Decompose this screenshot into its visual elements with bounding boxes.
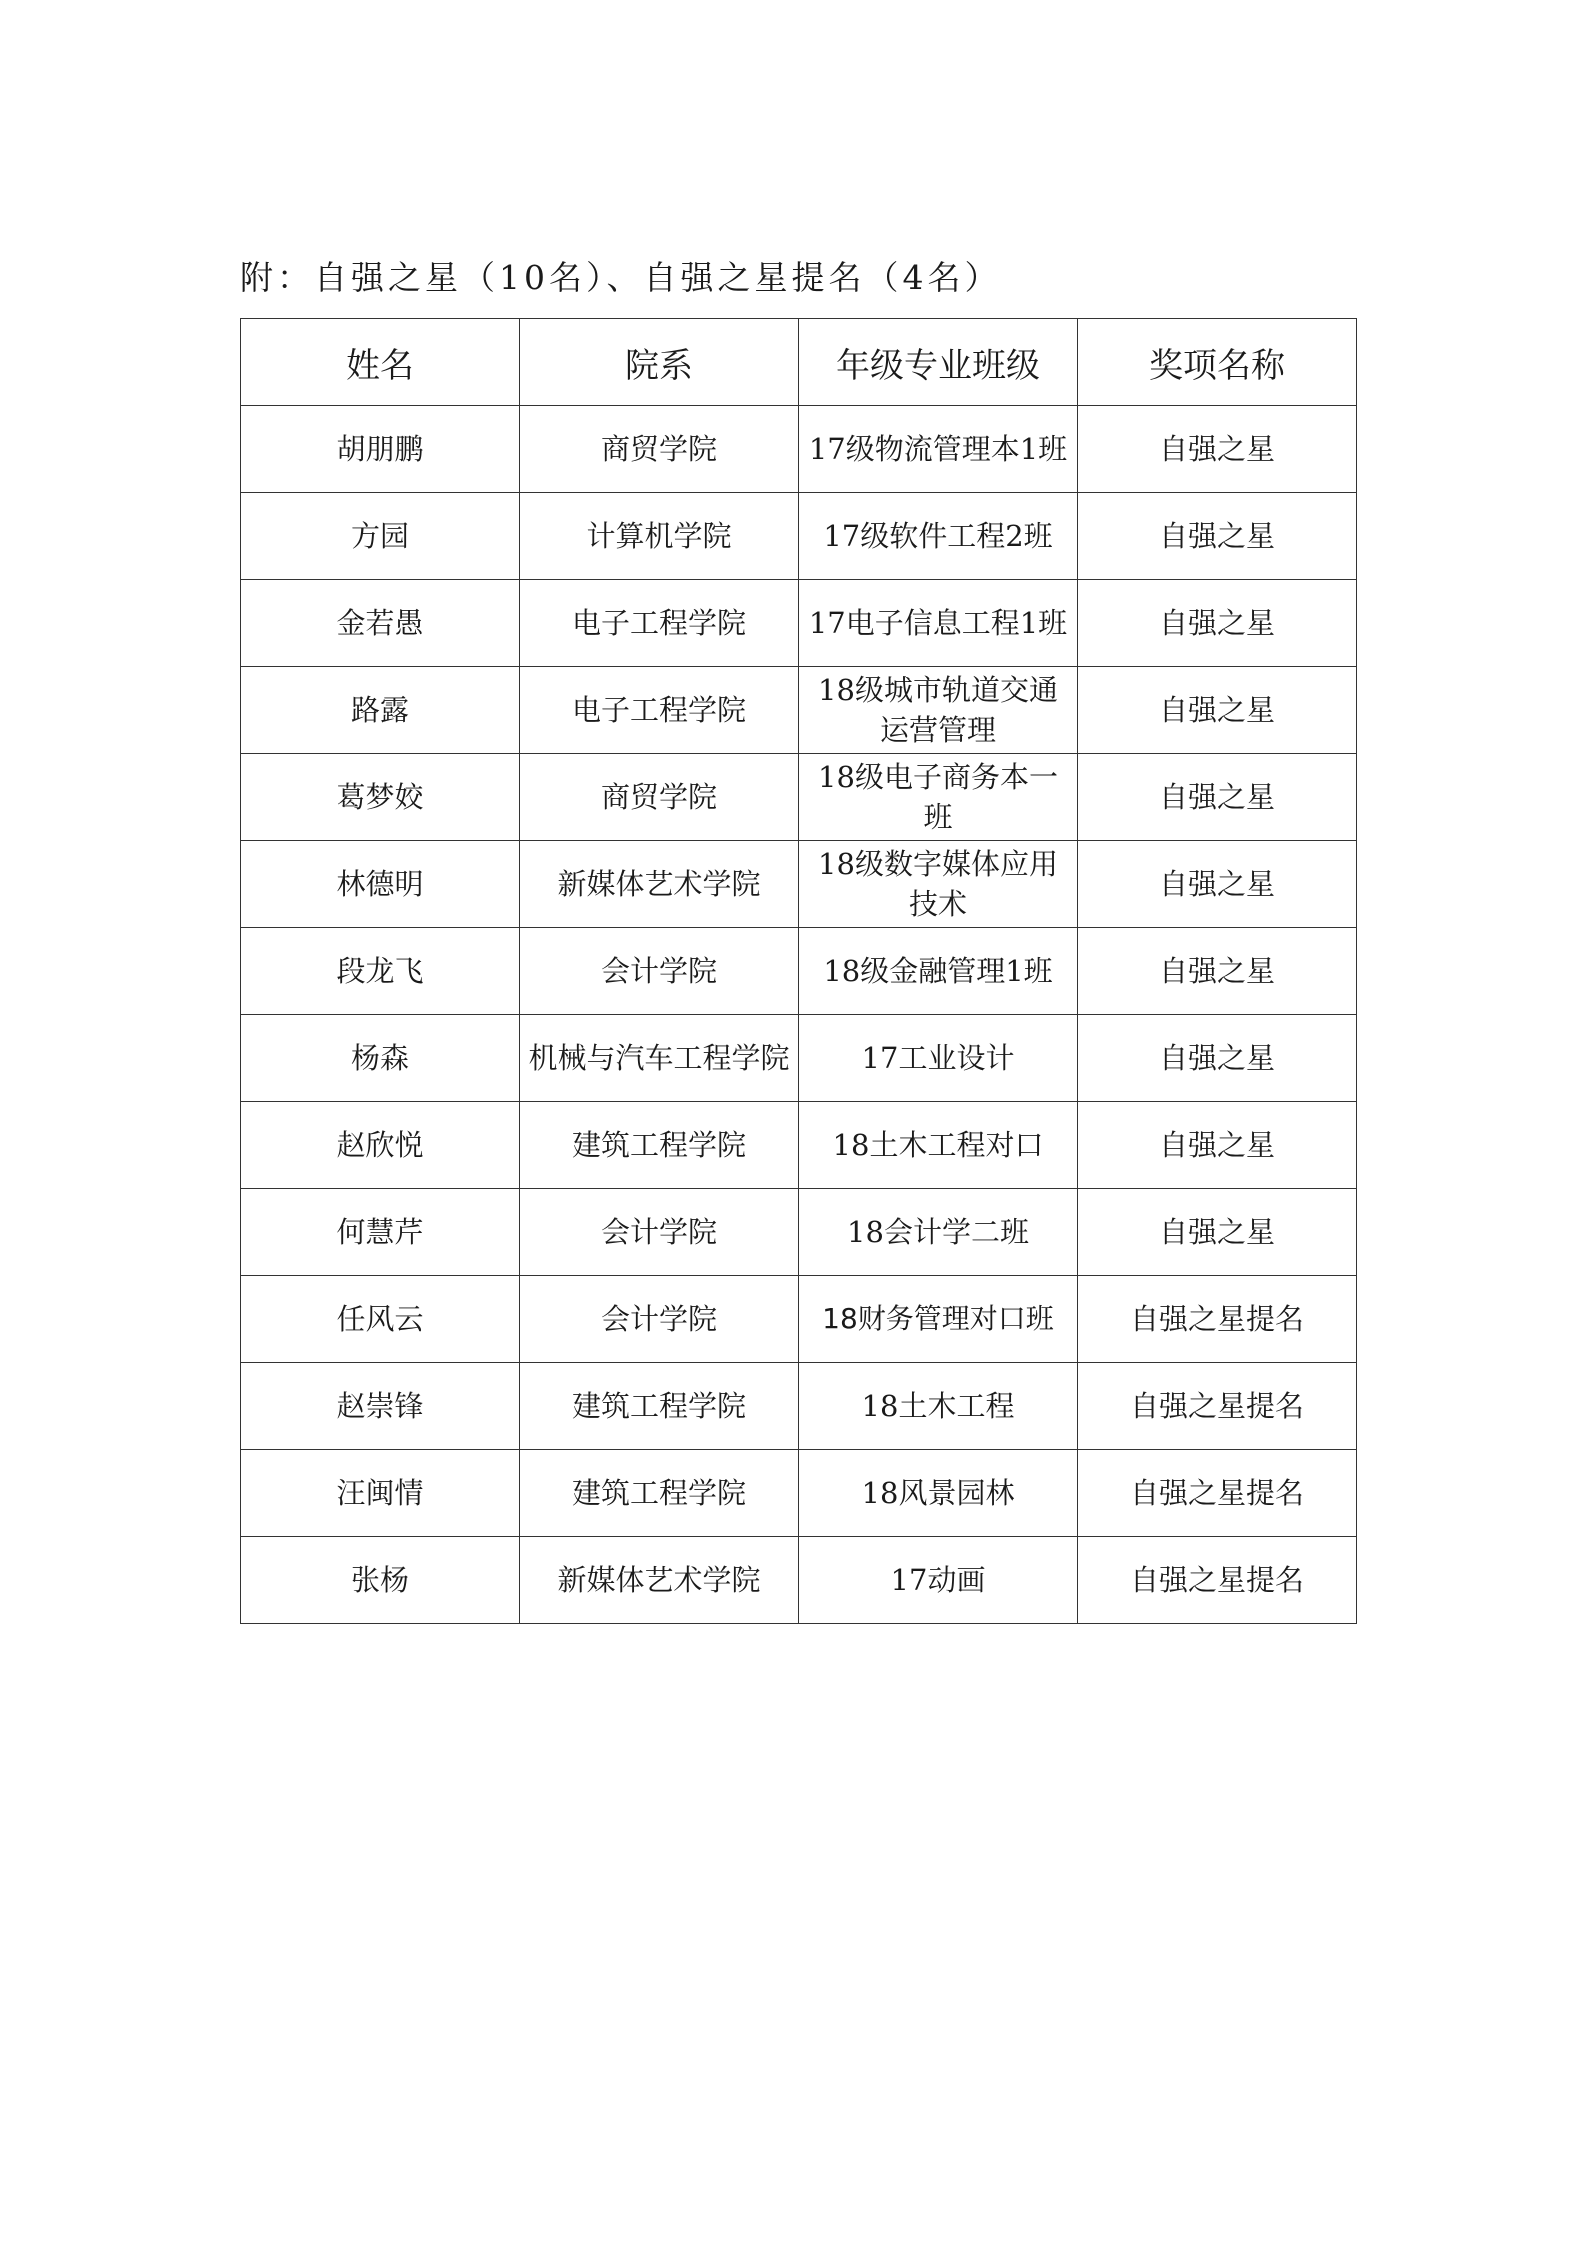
cell-class: 18风景园林	[799, 1450, 1078, 1537]
cell-class: 17动画	[799, 1537, 1078, 1624]
cell-class: 18级电子商务本一班	[799, 754, 1078, 841]
cell-department: 建筑工程学院	[520, 1450, 799, 1537]
cell-department: 新媒体艺术学院	[520, 841, 799, 928]
table-row	[241, 1189, 1357, 1276]
table-row	[241, 1015, 1357, 1102]
cell-name: 方园	[241, 493, 520, 580]
cell-name: 金若愚	[241, 580, 520, 667]
cell-award: 自强之星	[1078, 493, 1357, 580]
cell-name: 葛梦姣	[241, 754, 520, 841]
cell-name: 汪闽情	[241, 1450, 520, 1537]
cell-name: 张杨	[241, 1537, 520, 1624]
header-award: 奖项名称	[1078, 319, 1357, 406]
cell-department: 机械与汽车工程学院	[520, 1015, 799, 1102]
table-row	[241, 928, 1357, 1015]
cell-class: 17电子信息工程1班	[799, 580, 1078, 667]
cell-department: 会计学院	[520, 1189, 799, 1276]
cell-name: 路露	[241, 667, 520, 754]
cell-name: 胡朋鹏	[241, 406, 520, 493]
cell-class: 18级数字媒体应用技术	[799, 841, 1078, 928]
cell-award: 自强之星	[1078, 580, 1357, 667]
table-row	[241, 406, 1357, 493]
cell-award: 自强之星提名	[1078, 1537, 1357, 1624]
cell-name: 杨森	[241, 1015, 520, 1102]
table-row	[241, 1276, 1357, 1363]
award-table	[240, 318, 1357, 1624]
table-row	[241, 1102, 1357, 1189]
cell-name: 何慧芹	[241, 1189, 520, 1276]
header-department: 院系	[520, 319, 799, 406]
table-row	[241, 667, 1357, 754]
cell-award: 自强之星	[1078, 841, 1357, 928]
cell-award: 自强之星	[1078, 928, 1357, 1015]
page-heading: 附：自强之星（10名）、自强之星提名（4名）	[240, 258, 1002, 297]
table-row	[241, 580, 1357, 667]
cell-name: 赵崇锋	[241, 1363, 520, 1450]
cell-department: 新媒体艺术学院	[520, 1537, 799, 1624]
cell-class: 18会计学二班	[799, 1189, 1078, 1276]
cell-award: 自强之星提名	[1078, 1450, 1357, 1537]
cell-award: 自强之星	[1078, 754, 1357, 841]
cell-department: 会计学院	[520, 928, 799, 1015]
header-class: 年级专业班级	[799, 319, 1078, 406]
cell-class: 18级城市轨道交通运营管理	[799, 667, 1078, 754]
cell-name: 任风云	[241, 1276, 520, 1363]
cell-department: 电子工程学院	[520, 580, 799, 667]
cell-department: 商贸学院	[520, 406, 799, 493]
cell-department: 电子工程学院	[520, 667, 799, 754]
table-row	[241, 1363, 1357, 1450]
cell-award: 自强之星提名	[1078, 1363, 1357, 1450]
cell-award: 自强之星	[1078, 406, 1357, 493]
table-row	[241, 841, 1357, 928]
header-name: 姓名	[241, 319, 520, 406]
cell-class: 18土木工程	[799, 1363, 1078, 1450]
table-row	[241, 493, 1357, 580]
table-row	[241, 1450, 1357, 1537]
cell-class: 17级软件工程2班	[799, 493, 1078, 580]
cell-department: 建筑工程学院	[520, 1102, 799, 1189]
cell-department: 会计学院	[520, 1276, 799, 1363]
cell-class: 17级物流管理本1班	[799, 406, 1078, 493]
cell-class: 17工业设计	[799, 1015, 1078, 1102]
cell-department: 建筑工程学院	[520, 1363, 799, 1450]
cell-award: 自强之星	[1078, 1102, 1357, 1189]
cell-award: 自强之星	[1078, 1015, 1357, 1102]
cell-department: 计算机学院	[520, 493, 799, 580]
cell-award: 自强之星	[1078, 1189, 1357, 1276]
cell-award: 自强之星	[1078, 667, 1357, 754]
table-header-row	[241, 319, 1357, 406]
cell-name: 赵欣悦	[241, 1102, 520, 1189]
cell-name: 林德明	[241, 841, 520, 928]
table-row	[241, 1537, 1357, 1624]
cell-name: 段龙飞	[241, 928, 520, 1015]
cell-department: 商贸学院	[520, 754, 799, 841]
cell-class: 18财务管理对口班	[799, 1276, 1078, 1363]
table-row	[241, 754, 1357, 841]
cell-class: 18土木工程对口	[799, 1102, 1078, 1189]
cell-class: 18级金融管理1班	[799, 928, 1078, 1015]
cell-award: 自强之星提名	[1078, 1276, 1357, 1363]
